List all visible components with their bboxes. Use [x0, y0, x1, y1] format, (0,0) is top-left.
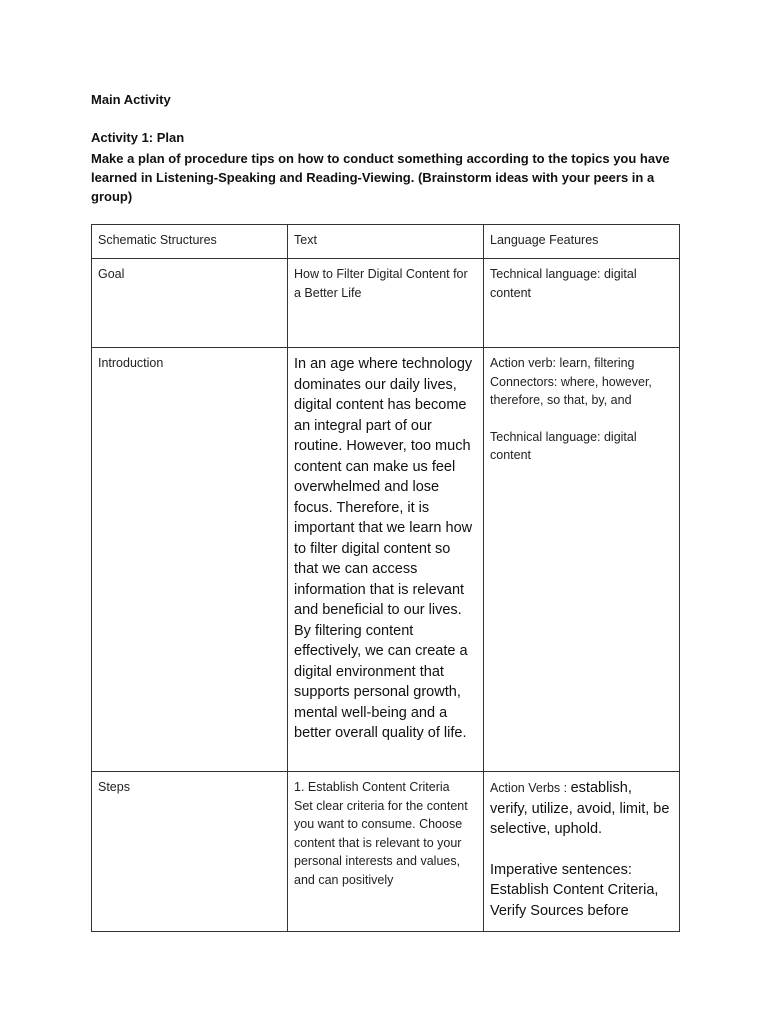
spacer [490, 410, 673, 428]
imperative-label: Imperative sentences: [490, 861, 632, 878]
introduction-text-cell: In an age where technology dominates our daily lives, digital content has become an integral part of our routine. However, too much content can make us feel overwhelmed and lose focus. Therefore, it is important that we learn how to filter digital content so that we can access information that is relevant and beneficial to our lives. By filtering content effectively, we can create a digital environment that supports personal growth, mental well-being and a better overall quality of life. [288, 348, 484, 772]
header-schematic-structures: Schematic Structures [92, 225, 288, 259]
table-row-introduction [92, 348, 680, 772]
step-title: 1. Establish Content Criteria [294, 780, 450, 794]
table-row-goal [92, 259, 680, 348]
main-activity-heading: Main Activity [91, 92, 171, 107]
imperative-text: Establish Content Criteria, Verify Sources before [490, 882, 659, 919]
goal-structure-cell: Goal [92, 259, 288, 348]
plan-table [91, 224, 680, 932]
activity-instructions: Make a plan of procedure tips on how to conduct something according to the topics you have learned in Listening-Speaking and Reading-Viewing. (Brainstorm ideas with your peers in a group) [91, 151, 670, 204]
header-language-features: Language Features [484, 225, 680, 259]
intro-connectors: Connectors: where, however, therefore, so that, by, and [490, 374, 652, 407]
action-verbs-list: establish, verify, utilize, avoid, limit, be selective, uphold. [490, 780, 670, 837]
introduction-structure-cell: Introduction [92, 348, 288, 772]
step-description: Set clear criteria for the content you want to consume. Choose content that is relevant to your personal interests and values, and can positively [294, 798, 468, 887]
goal-text-cell: How to Filter Digital Content for a Better Life [288, 259, 484, 348]
intro-action-verbs: Action verb: learn, filtering [490, 356, 635, 370]
steps-features-cell [484, 772, 680, 932]
header-text: Text [288, 225, 484, 259]
activity-1-heading: Activity 1: Plan [91, 130, 185, 145]
steps-text-cell [288, 772, 484, 932]
steps-structure-cell: Steps [92, 772, 288, 932]
intro-technical-language: Technical language: digital content [490, 429, 637, 462]
action-verbs-label: Action Verbs : [490, 781, 571, 795]
introduction-features-cell [484, 348, 680, 772]
table-header-row [92, 225, 680, 259]
goal-features-cell: Technical language: digital content [484, 259, 680, 348]
spacer [490, 840, 673, 860]
table-row-steps [92, 772, 680, 932]
